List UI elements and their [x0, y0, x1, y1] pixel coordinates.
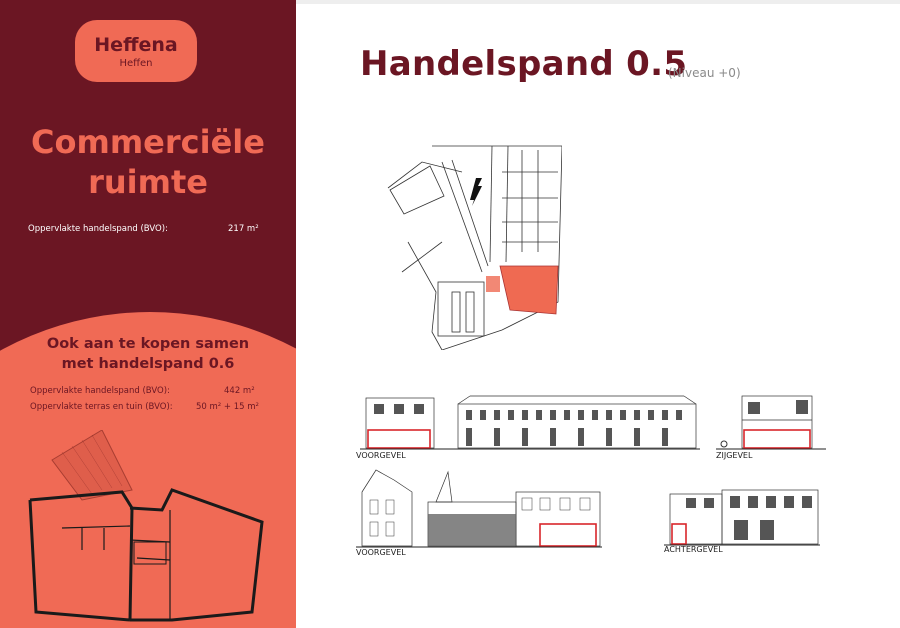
rear-elevation	[664, 484, 820, 546]
site-plan	[382, 142, 562, 350]
headline-line-2: ruimte	[88, 163, 208, 201]
brand-city: Heffen	[119, 58, 153, 69]
brand-name: Heffena	[94, 34, 178, 56]
headline	[0, 122, 296, 202]
front-elevation-1	[360, 390, 700, 452]
brand-badge	[75, 20, 197, 82]
area-value: 217 m²	[228, 224, 259, 234]
top-divider	[296, 0, 900, 4]
left-panel	[0, 0, 296, 628]
page-title: Handelspand 0.5	[360, 44, 688, 84]
elevation-label-back: ACHTERGEVEL	[664, 545, 723, 554]
combo-area-value: 442 m²	[224, 386, 255, 396]
headline-line-1: Commerciële	[31, 123, 265, 161]
area-label: Oppervlakte handelspand (BVO):	[28, 224, 168, 234]
level-subtitle: (Niveau +0)	[668, 66, 741, 80]
combo-area-label: Oppervlakte handelspand (BVO):	[30, 386, 170, 396]
terrace-value: 50 m² + 15 m²	[196, 402, 259, 412]
combined-floor-plan	[22, 430, 282, 628]
combo-offer-heading	[0, 334, 296, 374]
elevation-label-front-1: VOORGEVEL	[356, 451, 406, 460]
terrace-label: Oppervlakte terras en tuin (BVO):	[30, 402, 173, 412]
elevation-label-side: ZIJGEVEL	[716, 451, 753, 460]
front-elevation-2	[356, 462, 602, 548]
combo-offer-line-2: met handelspand 0.6	[61, 356, 235, 372]
combo-offer-line-1: Ook aan te kopen samen	[46, 336, 250, 352]
side-elevation	[716, 390, 826, 452]
elevation-label-front-2: VOORGEVEL	[356, 548, 406, 557]
